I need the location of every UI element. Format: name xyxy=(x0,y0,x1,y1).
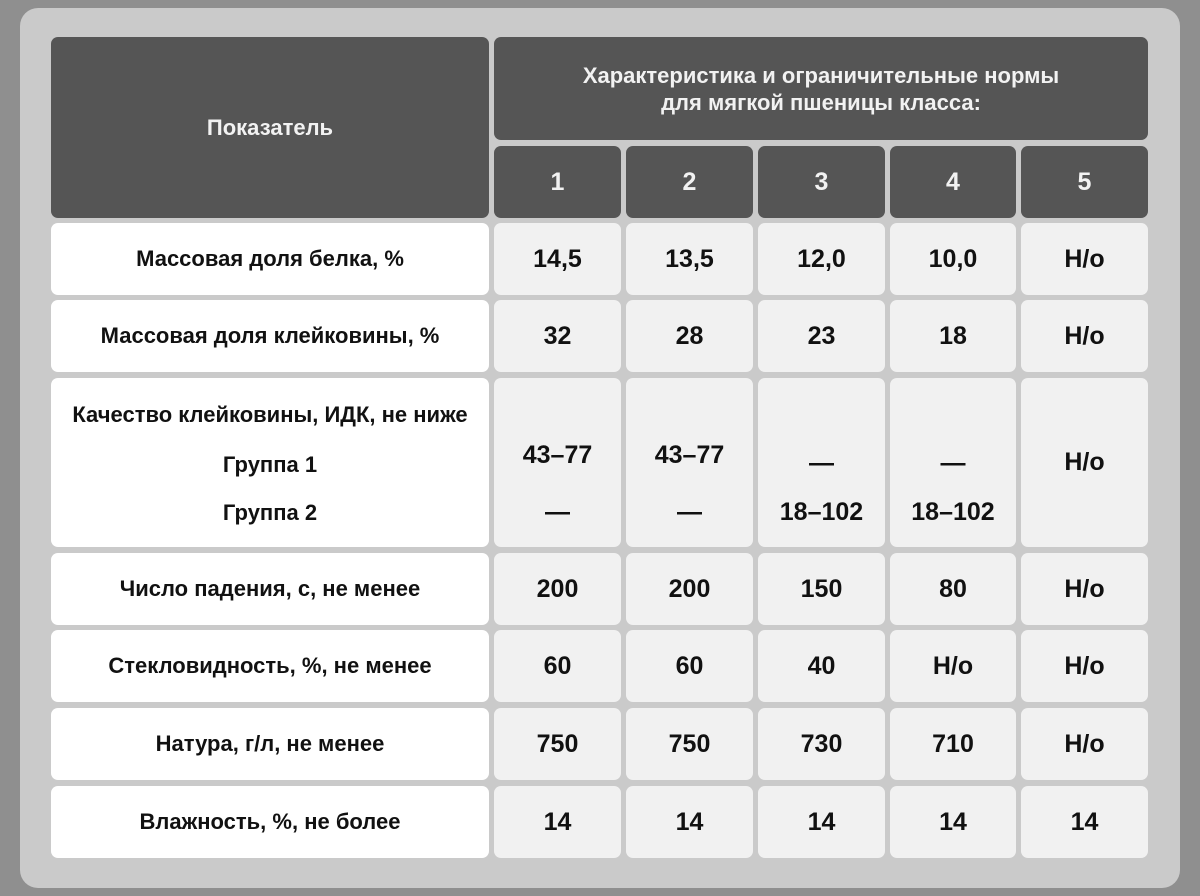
group-1-value: 43–77 xyxy=(522,441,593,469)
cell-protein-class3 xyxy=(758,223,885,295)
row-label-text: Натура, г/л, не менее xyxy=(155,731,385,756)
cell-value: 14 xyxy=(807,807,836,836)
header-class-1 xyxy=(494,146,621,218)
cell-value: 750 xyxy=(668,729,711,758)
cell-value: 730 xyxy=(800,729,843,758)
cell-value: Н/о xyxy=(1064,321,1105,350)
cell-value: 14 xyxy=(543,807,572,836)
cell-value: 750 xyxy=(536,729,579,758)
cell-gluten-class1 xyxy=(494,300,621,372)
cell-falling-class3 xyxy=(758,553,885,625)
cell-quality-class4 xyxy=(890,378,1016,547)
cell-protein-class1 xyxy=(494,223,621,295)
cell-value: 23 xyxy=(807,321,836,350)
cell-vitreous-class3 xyxy=(758,630,885,702)
group-2-label: Группа 2 xyxy=(222,500,318,525)
cell-value: 18 xyxy=(939,321,967,350)
header-class-3 xyxy=(758,146,885,218)
cell-quality-class3 xyxy=(758,378,885,547)
cell-value: 150 xyxy=(800,574,843,603)
cell-quality-class1 xyxy=(494,378,621,547)
row-label-gluten xyxy=(51,300,489,372)
header-class-label: 5 xyxy=(1077,167,1092,196)
cell-value: 12,0 xyxy=(797,244,846,273)
row-label-text: Влажность, %, не более xyxy=(139,809,401,834)
cell-vitreous-class5 xyxy=(1021,630,1148,702)
cell-vitreous-class4 xyxy=(890,630,1016,702)
cell-falling-class4 xyxy=(890,553,1016,625)
cell-testweight-class2 xyxy=(626,708,753,780)
cell-value: 14,5 xyxy=(533,244,582,273)
cell-protein-class4 xyxy=(890,223,1016,295)
header-indicator-text: Показатель xyxy=(206,114,334,140)
cell-gluten-class3 xyxy=(758,300,885,372)
cell-falling-class1 xyxy=(494,553,621,625)
cell-value: 14 xyxy=(939,807,967,836)
group-1-value: — xyxy=(809,449,834,477)
cell-testweight-class1 xyxy=(494,708,621,780)
cell-falling-class2 xyxy=(626,553,753,625)
cell-testweight-class3 xyxy=(758,708,885,780)
cell-moisture-class1 xyxy=(494,786,621,858)
cell-value: Н/о xyxy=(932,651,974,680)
cell-quality-class2 xyxy=(626,378,753,547)
cell-vitreous-class2 xyxy=(626,630,753,702)
cell-moisture-class2 xyxy=(626,786,753,858)
header-class-5 xyxy=(1021,146,1148,218)
cell-moisture-class3 xyxy=(758,786,885,858)
cell-value: 200 xyxy=(668,574,711,603)
cell-value: 14 xyxy=(675,807,704,836)
header-class-label: 3 xyxy=(814,167,829,196)
cell-quality-class5 xyxy=(1021,378,1148,547)
group-1-label: Группа 1 xyxy=(222,452,318,477)
group-1-value: 43–77 xyxy=(654,441,725,469)
row-label-text: Массовая доля клейковины, % xyxy=(100,323,440,348)
row-label-text: Стекловидность, %, не менее xyxy=(108,653,432,678)
cell-moisture-class5 xyxy=(1021,786,1148,858)
cell-value: 32 xyxy=(543,321,572,350)
row-label-vitreousness xyxy=(51,630,489,702)
cell-gluten-class5 xyxy=(1021,300,1148,372)
cell-value: 28 xyxy=(675,321,704,350)
header-class-span xyxy=(494,37,1148,140)
group-1-value: — xyxy=(940,449,966,477)
row-label-text: Качество клейковины, ИДК, не ниже xyxy=(72,402,468,427)
cell-value: 13,5 xyxy=(665,244,714,273)
row-label-test-weight xyxy=(51,708,489,780)
header-class-label: 1 xyxy=(550,167,565,196)
cell-protein-class5 xyxy=(1021,223,1148,295)
header-class-label: 4 xyxy=(946,167,960,196)
row-label-text: Число падения, с, не менее xyxy=(119,576,421,601)
header-span-line2: для мягкой пшеницы класса: xyxy=(661,89,981,115)
group-2-value: 18–102 xyxy=(911,498,995,526)
cell-vitreous-class1 xyxy=(494,630,621,702)
row-label-moisture xyxy=(51,786,489,858)
cell-gluten-class4 xyxy=(890,300,1016,372)
cell-value: Н/о xyxy=(1064,448,1105,476)
row-label-text: Массовая доля белка, % xyxy=(136,246,404,271)
cell-protein-class2 xyxy=(626,223,753,295)
cell-value: Н/о xyxy=(1064,651,1105,680)
cell-value: Н/о xyxy=(1064,244,1105,273)
header-span-line1: Характеристика и ограничительные нормы xyxy=(582,62,1060,88)
cell-value: 200 xyxy=(536,574,579,603)
group-2-value: — xyxy=(677,498,702,526)
cell-testweight-class5 xyxy=(1021,708,1148,780)
cell-value: 80 xyxy=(939,574,967,603)
cell-value: 10,0 xyxy=(928,244,978,273)
cell-value: 40 xyxy=(807,651,836,680)
header-class-label: 2 xyxy=(682,167,697,196)
header-class-2 xyxy=(626,146,753,218)
cell-testweight-class4 xyxy=(890,708,1016,780)
group-2-value: — xyxy=(545,498,570,526)
cell-value: 60 xyxy=(543,651,572,680)
row-label-falling-number xyxy=(51,553,489,625)
cell-value: 710 xyxy=(932,729,974,758)
cell-gluten-class2 xyxy=(626,300,753,372)
cell-value: 14 xyxy=(1070,807,1099,836)
cell-value: Н/о xyxy=(1064,574,1105,603)
cell-falling-class5 xyxy=(1021,553,1148,625)
cell-value: Н/о xyxy=(1064,729,1105,758)
cell-moisture-class4 xyxy=(890,786,1016,858)
row-label-gluten-quality xyxy=(51,378,489,547)
cell-value: 60 xyxy=(675,651,704,680)
row-label-protein xyxy=(51,223,489,295)
group-2-value: 18–102 xyxy=(779,498,864,526)
header-indicator xyxy=(51,37,489,218)
header-class-4 xyxy=(890,146,1016,218)
